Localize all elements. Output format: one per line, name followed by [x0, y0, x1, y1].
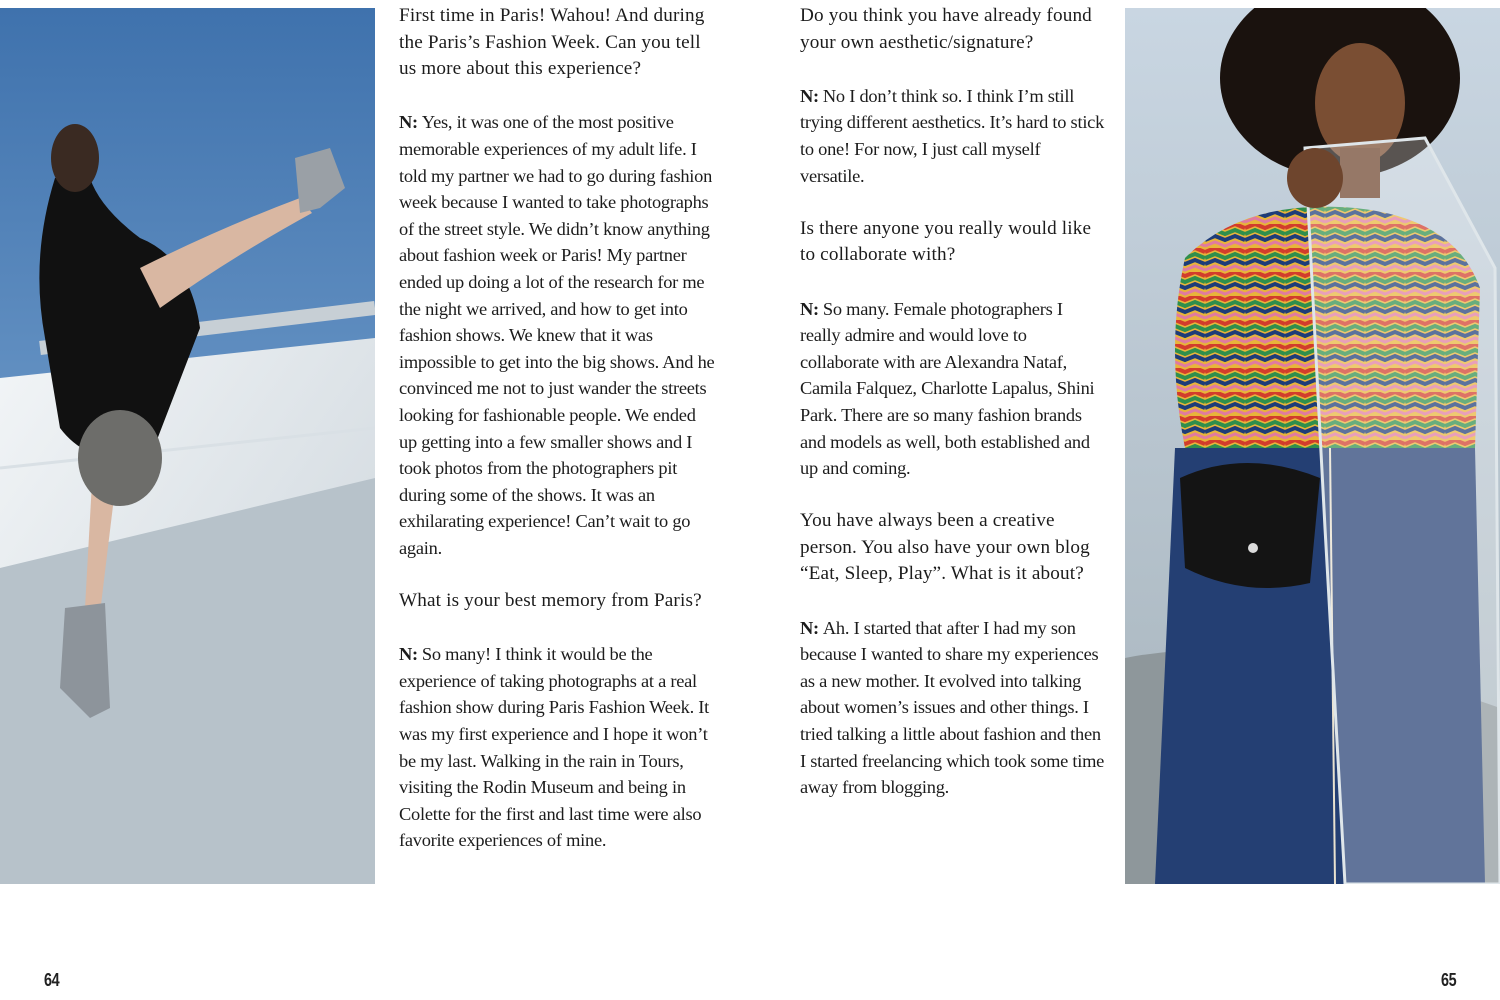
interview-question: First time in Paris! Wahou! And during the Paris’s Fashion Week. Can you tell us more about this experience?: [399, 5, 705, 80]
speaker-initial: N:: [800, 298, 819, 319]
answer-text: Ah. I started that after I had my son because I wanted to share my experiences as a new mother. It evolved into talking about women’s issues and other things. I tried talking a little about fashion and then I started freelancing which took some time away from blogging.: [800, 617, 1105, 798]
interview-question: Is there anyone you really would like to collaborate with?: [800, 217, 1092, 266]
right-fashion-photo: [1125, 8, 1500, 884]
sweater-model-illustration: [1125, 8, 1500, 884]
answer-text: Yes, it was one of the most positive memorable experiences of my adult life. I told my partner we had to go during fashion week because I wanted to take photographs of the street style. We didn’t know anything about fashion week or Paris! My partner ended up doing a lot of the research for me the night we arrived, and how to get into fashion shows. We knew that it was impossible to get into the big shows. And he convinced me not to just wander the streets looking for fashionable people. We ended up getting into a few smaller shows and I took photos from the photographers pit during some of the shows. It was an exhilarating experience! Can’t wait to go again.: [399, 112, 715, 558]
page-number-right: 65: [1441, 970, 1457, 990]
interview-answer: [800, 296, 1105, 482]
right-text-column: [800, 3, 1105, 827]
speaker-initial: N:: [800, 85, 819, 106]
speaker-initial: N:: [399, 112, 418, 133]
interview-answer: [399, 641, 715, 854]
kicking-model-illustration: [0, 8, 375, 884]
answer-text: So many! I think it would be the experience of taking photographs at a real fashion show during Paris Fashion Week. It was my first experience and I hope it won’t be my last. Walking in the rain in Tours, visiting the Rodin Museum and being in Colette for the first and last time were also favorite experiences of mine.: [399, 644, 709, 851]
left-fashion-photo: [0, 8, 375, 884]
interview-question: You have always been a creative person. You also have your own blog “Eat, Sleep, Play”. What is it about?: [800, 510, 1090, 585]
answer-text: So many. Female photographers I really admire and would love to collaborate with are Alexandra Nataf, Camila Falquez, Charlotte Lapalus, Shini Park. There are so many fashion brands and models as well, both established and up and coming.: [800, 298, 1095, 479]
interview-answer: [399, 109, 715, 561]
answer-text: No I don’t think so. I think I’m still trying different aesthetics. It’s hard to stick to one! For now, I just call myself versatile.: [800, 85, 1105, 186]
speaker-initial: N:: [800, 617, 819, 638]
interview-question: Do you think you have already found your own aesthetic/signature?: [800, 5, 1092, 53]
interview-answer: [800, 83, 1105, 189]
interview-answer: [800, 615, 1105, 801]
page-number-left: 64: [44, 970, 60, 990]
left-text-column: [399, 3, 715, 881]
interview-question: What is your best memory from Paris?: [399, 590, 702, 612]
speaker-initial: N:: [399, 644, 418, 665]
